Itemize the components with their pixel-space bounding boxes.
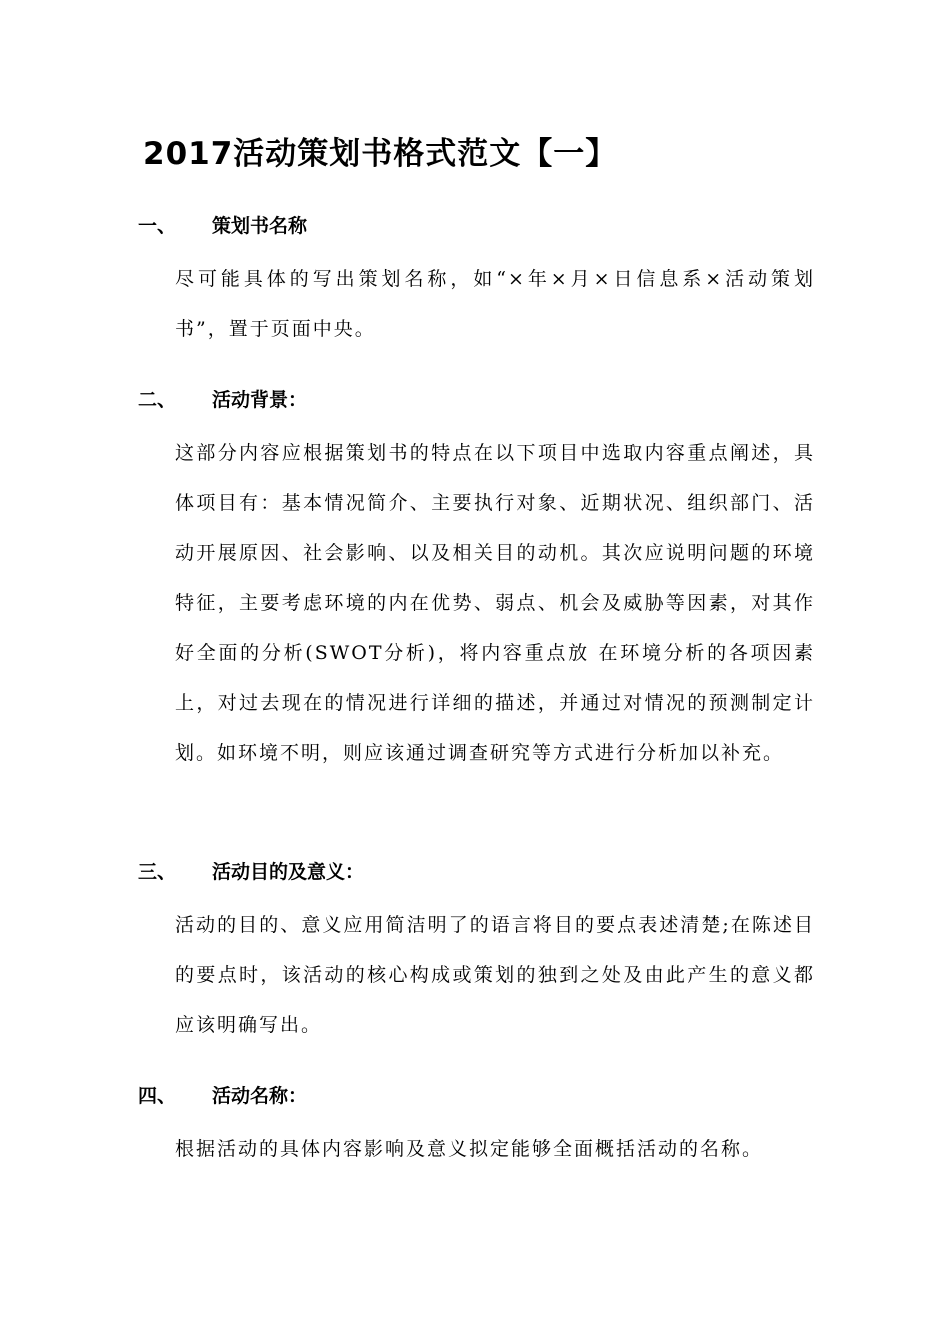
section-body: 尽可能具体的写出策划名称，如“×年×月×日信息系×活动策划书”，置于页面中央。: [175, 268, 815, 340]
document-title: 2017活动策划书格式范文【一】: [143, 136, 618, 172]
section-body: 这部分内容应根据策划书的特点在以下项目中选取内容重点阐述，具体项目有：基本情况简介、主要执行对象、近期状况、组织部门、活动开展原因、社会影响、以及相关目的动机。其次应说明问题的环境特征，主要考虑环境的内在优势、弱点、机会及威胁等因素，对其作好全面的分析(SWOT分析)，将内容重点放 在环境分析的各项因素上，对过去现在的情况进行详细的描述，并通过对情况的预测制定计划。如环境不明，则应该通过调查研究等方式进行分析加以补充。: [175, 442, 815, 764]
section-heading-label: 活动名称：: [212, 1085, 308, 1107]
section-number: 一、: [138, 215, 177, 237]
section-number: 三、: [138, 861, 177, 883]
section-heading-label: 策划书名称: [212, 215, 308, 237]
section-3: [138, 857, 818, 1050]
section-number: 四、: [138, 1085, 177, 1107]
section-heading-label: 活动背景：: [212, 389, 308, 411]
section-2: [138, 385, 818, 778]
section-4: [138, 1081, 818, 1174]
section-body: 根据活动的具体内容影响及意义拟定能够全面概括活动的名称。: [175, 1138, 764, 1160]
section-heading: [138, 857, 818, 887]
section-number: 二、: [138, 389, 177, 411]
section-heading: [138, 211, 818, 241]
section-heading: [138, 385, 818, 415]
section-heading-label: 活动目的及意义：: [212, 861, 365, 883]
section-body: 活动的目的、意义应用简洁明了的语言将目的要点表述清楚;在陈述目的要点时，该活动的核心构成或策划的独到之处及由此产生的意义都应该明确写出。: [175, 914, 815, 1036]
section-1: [138, 211, 818, 354]
section-heading: [138, 1081, 818, 1111]
